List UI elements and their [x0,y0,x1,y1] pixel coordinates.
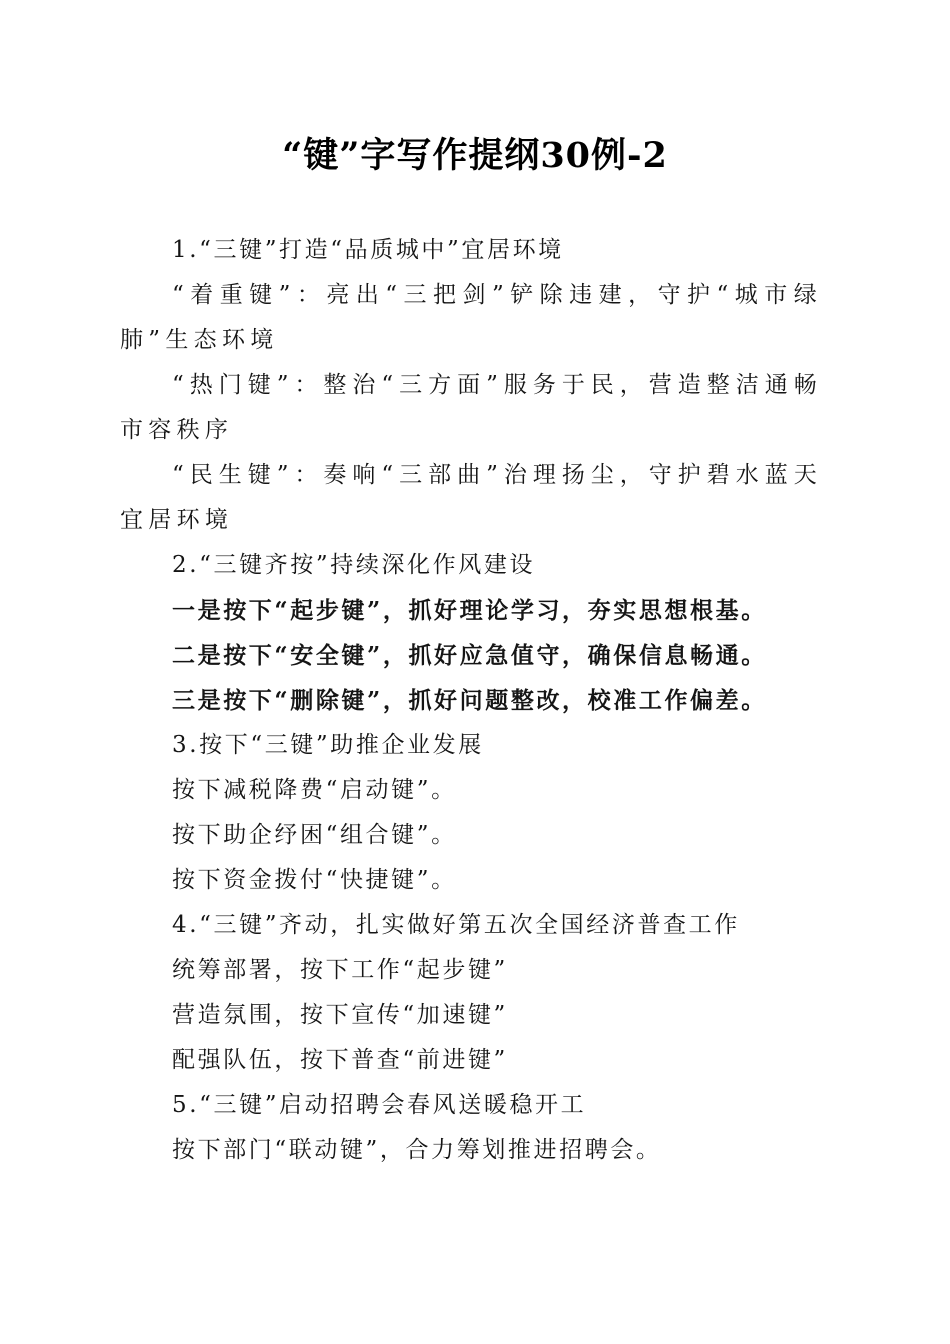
paragraph-2-item-b: 二是按下“安全键”，抓好应急值守，确保信息畅通。 [172,642,767,669]
paragraph-2-heading: 2.“三键齐按”持续深化作风建设 [172,552,536,578]
document-body [120,228,822,1173]
paragraph-3-item-b: 按下助企纾困“组合键”。 [172,822,457,848]
paragraph-3-item-c: 按下资金拨付“快捷键”。 [172,867,457,893]
document-title: “键”字写作提纲30例-2 [282,135,668,176]
paragraph-1-item-b: “热门键”：整治“三方面”服务于民，营造整洁通畅市容秩序 [120,372,822,443]
paragraph-5-item-a: 按下部门“联动键”，合力筹划推进招聘会。 [172,1137,662,1163]
paragraph-5-heading: 5.“三键”启动招聘会春风送暖稳开工 [172,1092,587,1118]
paragraph-1-item-c: “民生键”：奏响“三部曲”治理扬尘，守护碧水蓝天宜居环境 [120,462,822,533]
paragraph-4-item-b: 营造氛围，按下宣传“加速键” [172,1002,508,1028]
paragraph-1-heading: 1.“三键”打造“品质城中”宜居环境 [172,237,564,263]
paragraph-4-item-c: 配强队伍，按下普查“前进键” [172,1047,508,1073]
paragraph-2-item-c: 三是按下“删除键”，抓好问题整改，校准工作偏差。 [172,687,767,714]
paragraph-2-item-a: 一是按下“起步键”，抓好理论学习，夯实思想根基。 [172,597,767,624]
paragraph-4-heading: 4.“三键”齐动，扎实做好第五次全国经济普查工作 [172,912,740,938]
paragraph-1-item-a: “着重键”：亮出“三把剑”铲除违建，守护“城市绿肺”生态环境 [120,282,822,353]
paragraph-3-item-a: 按下减税降费“启动键”。 [172,777,457,803]
paragraph-3-heading: 3.按下“三键”助推企业发展 [172,732,484,758]
paragraph-4-item-a: 统筹部署，按下工作“起步键” [172,957,508,983]
